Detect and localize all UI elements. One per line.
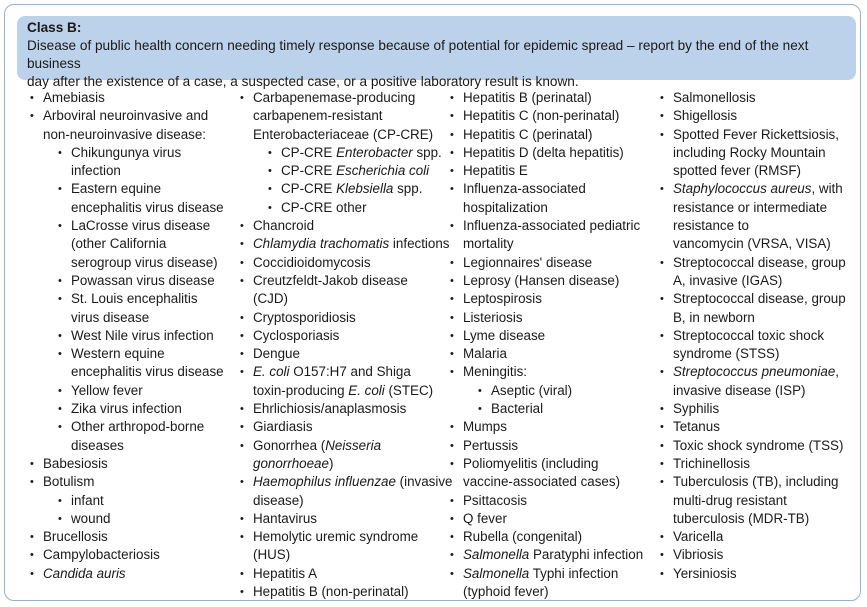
list-item: • Leptospirosis xyxy=(443,290,643,308)
list-item: serogroup virus disease) xyxy=(71,254,218,270)
list-item: virus disease xyxy=(71,309,150,325)
list-item: • Western equine xyxy=(23,345,224,363)
list-item: • Amebiasis xyxy=(23,89,224,107)
list-item: mortality xyxy=(463,236,514,252)
list-item: toxin-producing E. coli (STEC) xyxy=(253,382,434,398)
list-item: A, invasive (IGAS) xyxy=(673,272,783,288)
list-item: infection xyxy=(71,163,121,179)
list-item: B, in newborn xyxy=(673,309,755,325)
list-item: • Hepatitis E xyxy=(443,162,643,180)
list-item: encephalitis virus disease xyxy=(71,199,224,215)
list-item: • Listeriosis xyxy=(443,309,643,327)
list-item: • Hepatitis B (non-perinatal) xyxy=(233,583,453,601)
list-item: • St. Louis encephalitis xyxy=(23,290,224,308)
list-item: • Toxic shock syndrome (TSS) xyxy=(653,437,846,455)
list-item: multi-drug resistant xyxy=(673,492,787,508)
list-item: • Cryptosporidiosis xyxy=(233,309,453,327)
list-item: • Yellow fever xyxy=(23,382,224,400)
list-item: • CP-CRE other xyxy=(233,199,453,217)
list-item: spotted fever (RMSF) xyxy=(673,163,801,179)
list-item: • Coccidioidomycosis xyxy=(233,254,453,272)
list-item: • Chlamydia trachomatis infections xyxy=(233,235,453,253)
list-item: • Staphylococcus aureus, with xyxy=(653,180,846,198)
list-item: • wound xyxy=(23,510,224,528)
list-item: resistance to xyxy=(673,218,749,234)
list-item: • Leprosy (Hansen disease) xyxy=(443,272,643,290)
class-description-line-2: day after the existence of a case, a suspected case, or a positive laboratory result is known. xyxy=(27,74,579,89)
list-item: • Salmonella Paratyphi infection xyxy=(443,546,643,564)
list-item: (typhoid fever) xyxy=(463,584,549,600)
list-item: • Eastern equine xyxy=(23,180,224,198)
list-item: • Campylobacteriosis xyxy=(23,546,224,564)
list-item: • Hantavirus xyxy=(233,510,453,528)
disease-columns xyxy=(5,89,860,599)
list-item: • Botulism xyxy=(23,473,224,491)
list-item: Enterobacteriaceae (CP-CRE) xyxy=(253,126,434,142)
list-item: • Streptococcal toxic shock xyxy=(653,327,846,345)
list-item: • E. coli O157:H7 and Shiga xyxy=(233,363,453,381)
list-item: • Hepatitis A xyxy=(233,565,453,583)
list-item: diseases xyxy=(71,437,124,453)
list-item: • CP-CRE Enterobacter spp. xyxy=(233,144,453,162)
list-item: • Lyme disease xyxy=(443,327,643,345)
class-b-panel xyxy=(4,4,861,601)
disease-column-4 xyxy=(653,89,846,583)
list-item: • Yersiniosis xyxy=(653,565,846,583)
list-item: • Carbapenemase-producing xyxy=(233,89,453,107)
disease-column-3 xyxy=(443,89,643,601)
list-item: • Zika virus infection xyxy=(23,400,224,418)
list-item: non-neuroinvasive disease: xyxy=(43,126,207,142)
list-item: • CP-CRE Escherichia coli xyxy=(233,162,453,180)
list-item: tuberculosis (MDR-TB) xyxy=(673,510,810,526)
list-item: vaccine-associated cases) xyxy=(463,474,621,490)
list-item: • Hepatitis D (delta hepatitis) xyxy=(443,144,643,162)
list-item: • Trichinellosis xyxy=(653,455,846,473)
class-label: Class B: xyxy=(27,20,82,35)
list-item: • Aseptic (viral) xyxy=(443,382,643,400)
list-item: • Hemolytic uremic syndrome xyxy=(233,528,453,546)
list-item: • Shigellosis xyxy=(653,107,846,125)
list-item: • West Nile virus infection xyxy=(23,327,224,345)
list-item: • LaCrosse virus disease xyxy=(23,217,224,235)
list-item: • Chikungunya virus xyxy=(23,144,224,162)
list-item: • Streptococcal disease, group xyxy=(653,290,846,308)
list-item: gonorrhoeae) xyxy=(253,455,334,471)
class-description-line-1: Disease of public health concern needing timely response because of potential for epidemic spread – report by the end of the next business xyxy=(27,38,809,71)
list-item: invasive disease (ISP) xyxy=(673,382,806,398)
list-item: • Hepatitis C (non-perinatal) xyxy=(443,107,643,125)
list-item: • Varicella xyxy=(653,528,846,546)
list-item: vancomycin (VRSA, VISA) xyxy=(673,236,831,252)
list-item: • Powassan virus disease xyxy=(23,272,224,290)
list-item: • Pertussis xyxy=(443,437,643,455)
list-item: • Tetanus xyxy=(653,418,846,436)
list-item: • Psittacosis xyxy=(443,492,643,510)
list-item: syndrome (STSS) xyxy=(673,346,780,362)
list-item: • Influenza-associated xyxy=(443,180,643,198)
disease-column-1 xyxy=(23,89,224,583)
list-item: hospitalization xyxy=(463,199,548,215)
list-item: • Syphilis xyxy=(653,400,846,418)
list-item: • Arboviral neuroinvasive and xyxy=(23,107,224,125)
list-item: (HUS) xyxy=(253,547,291,563)
list-item: • Other arthropod-borne xyxy=(23,418,224,436)
class-b-header xyxy=(17,16,856,89)
list-item: • Spotted Fever Rickettsiosis, xyxy=(653,126,846,144)
list-item: • Creutzfeldt-Jakob disease xyxy=(233,272,453,290)
list-item: • Giardiasis xyxy=(233,418,453,436)
list-item: • Streptococcus pneumoniae, xyxy=(653,363,846,381)
list-item: • Q fever xyxy=(443,510,643,528)
list-item: • Meningitis: xyxy=(443,363,643,381)
list-item: • Ehrlichiosis/anaplasmosis xyxy=(233,400,453,418)
list-item: • Bacterial xyxy=(443,400,643,418)
list-item: • Tuberculosis (TB), including xyxy=(653,473,846,491)
list-item: resistance or intermediate xyxy=(673,199,828,215)
list-item: carbapenem-resistant xyxy=(253,108,383,124)
list-item: • Salmonellosis xyxy=(653,89,846,107)
list-item: • infant xyxy=(23,492,224,510)
list-item: • Hepatitis B (perinatal) xyxy=(443,89,643,107)
list-item: • Influenza-associated pediatric xyxy=(443,217,643,235)
list-item: • Mumps xyxy=(443,418,643,436)
list-item: • Streptococcal disease, group xyxy=(653,254,846,272)
list-item: including Rocky Mountain xyxy=(673,144,826,160)
list-item: • Candida auris xyxy=(23,565,224,583)
list-item: • Brucellosis xyxy=(23,528,224,546)
list-item: encephalitis virus disease xyxy=(71,364,224,380)
list-item: disease) xyxy=(253,492,304,508)
list-item: • Vibriosis xyxy=(653,546,846,564)
disease-column-2 xyxy=(233,89,453,601)
list-item: • Hepatitis C (perinatal) xyxy=(443,126,643,144)
list-item: • Cyclosporiasis xyxy=(233,327,453,345)
list-item: • Chancroid xyxy=(233,217,453,235)
list-item: • CP-CRE Klebsiella spp. xyxy=(233,180,453,198)
list-item: • Salmonella Typhi infection xyxy=(443,565,643,583)
list-item: (other California xyxy=(71,236,167,252)
list-item: • Malaria xyxy=(443,345,643,363)
list-item: • Legionnaires' disease xyxy=(443,254,643,272)
list-item: • Gonorrhea (Neisseria xyxy=(233,437,453,455)
list-item: • Babesiosis xyxy=(23,455,224,473)
list-item: • Haemophilus influenzae (invasive xyxy=(233,473,453,491)
list-item: • Dengue xyxy=(233,345,453,363)
list-item: • Poliomyelitis (including xyxy=(443,455,643,473)
list-item: • Rubella (congenital) xyxy=(443,528,643,546)
list-item: (CJD) xyxy=(253,291,288,307)
